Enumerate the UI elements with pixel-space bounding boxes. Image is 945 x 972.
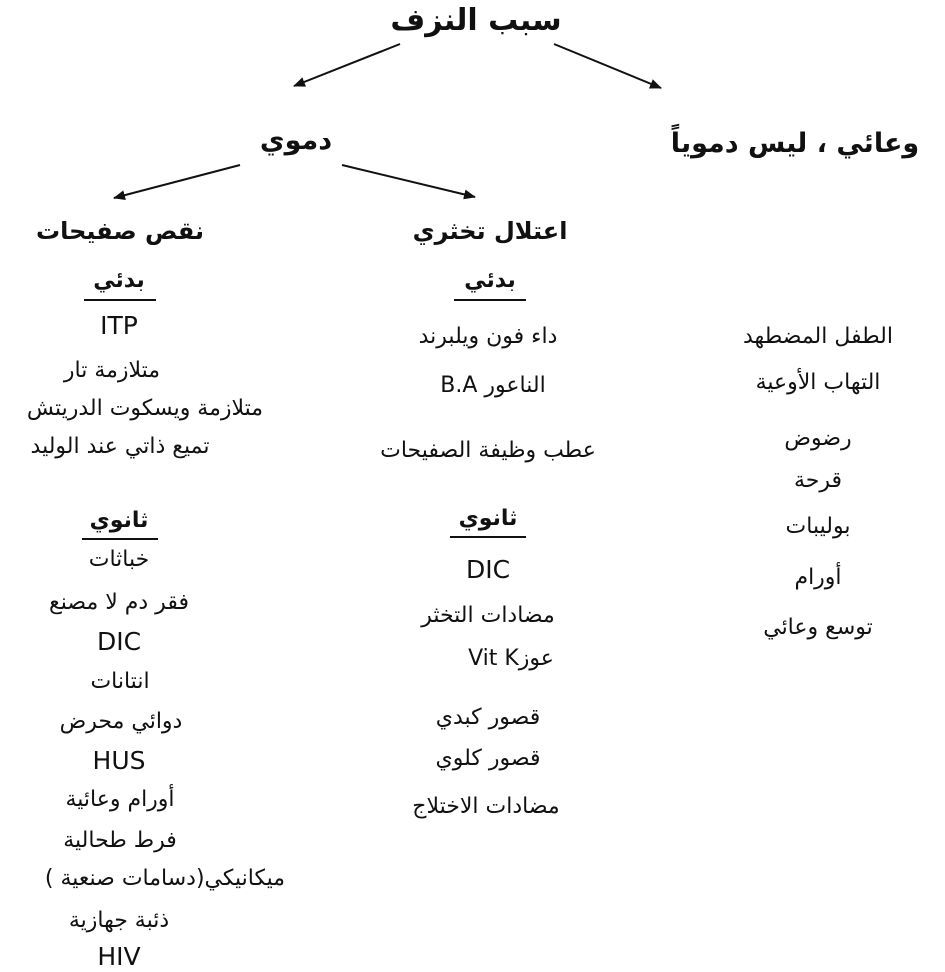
list-item: داء فون ويلبرند bbox=[418, 324, 558, 349]
list-item: ITP bbox=[100, 311, 138, 340]
thrombocytopenia-primary-underline bbox=[84, 299, 156, 301]
list-item: فرط طحالية bbox=[63, 828, 177, 853]
list-item: خباثات bbox=[88, 547, 150, 572]
coagulopathy-secondary-header: ثانوي bbox=[458, 506, 518, 531]
list-item: HUS bbox=[92, 746, 146, 775]
list-item: تميع ذاتي عند الوليد bbox=[30, 434, 210, 459]
list-item: قصور كلوي bbox=[435, 746, 541, 771]
list-item: بوليبات bbox=[785, 514, 851, 539]
list-item: توسع وعائي bbox=[763, 615, 873, 640]
list-item: قرحة bbox=[793, 468, 843, 493]
list-item: عوزVit K bbox=[468, 646, 554, 671]
list-item: أورام وعائية bbox=[65, 787, 175, 812]
arrow-to-vascular bbox=[554, 44, 661, 88]
coagulopathy-secondary-underline bbox=[450, 536, 526, 538]
arrow-to-thrombocytopenia bbox=[114, 165, 240, 198]
list-item: مضادات الاختلاج bbox=[412, 794, 560, 819]
coagulopathy-primary-header: بدئي bbox=[464, 268, 516, 293]
list-item: انتانات bbox=[90, 669, 150, 694]
list-item: قصور كبدي bbox=[435, 705, 541, 730]
root-title: سبب النزف bbox=[390, 3, 562, 38]
sub-branch-coagulopathy: اعتلال تخثري bbox=[412, 217, 568, 245]
list-item: متلازمة ويسكوت الدريتش bbox=[26, 396, 264, 421]
list-item: مضادات التخثر bbox=[421, 603, 555, 628]
list-item: ميكانيكي(دسامات صنعية ) bbox=[44, 866, 286, 891]
arrow-to-hematologic bbox=[294, 44, 400, 86]
list-item: DIC bbox=[465, 555, 511, 584]
coagulopathy-primary-underline bbox=[454, 299, 526, 301]
list-item: الناعور B.A bbox=[440, 373, 546, 398]
list-item: HIV bbox=[97, 942, 141, 971]
list-item: رضوض bbox=[784, 426, 852, 451]
list-item: DIC bbox=[96, 627, 142, 656]
list-item: دوائي محرض bbox=[59, 709, 183, 734]
list-item: ذئبة جهازية bbox=[68, 908, 170, 933]
list-item: فقر دم لا مصنع bbox=[49, 590, 189, 615]
branch-hematologic: دموي bbox=[259, 125, 333, 156]
list-item: عطب وظيفة الصفيحات bbox=[380, 438, 596, 463]
sub-branch-thrombocytopenia: نقص صفيحات bbox=[35, 217, 205, 245]
list-item: التهاب الأوعية bbox=[755, 370, 881, 395]
arrow-to-coagulopathy bbox=[342, 165, 475, 197]
thrombocytopenia-secondary-header: ثانوي bbox=[89, 508, 149, 533]
list-item: متلازمة تار bbox=[63, 358, 161, 383]
list-item: أورام bbox=[794, 565, 842, 590]
thrombocytopenia-primary-header: بدئي bbox=[93, 268, 145, 293]
list-item: الطفل المضطهد bbox=[743, 324, 893, 349]
thrombocytopenia-secondary-underline bbox=[82, 538, 158, 540]
branch-vascular: وعائي ، ليس دموياً bbox=[670, 128, 920, 159]
